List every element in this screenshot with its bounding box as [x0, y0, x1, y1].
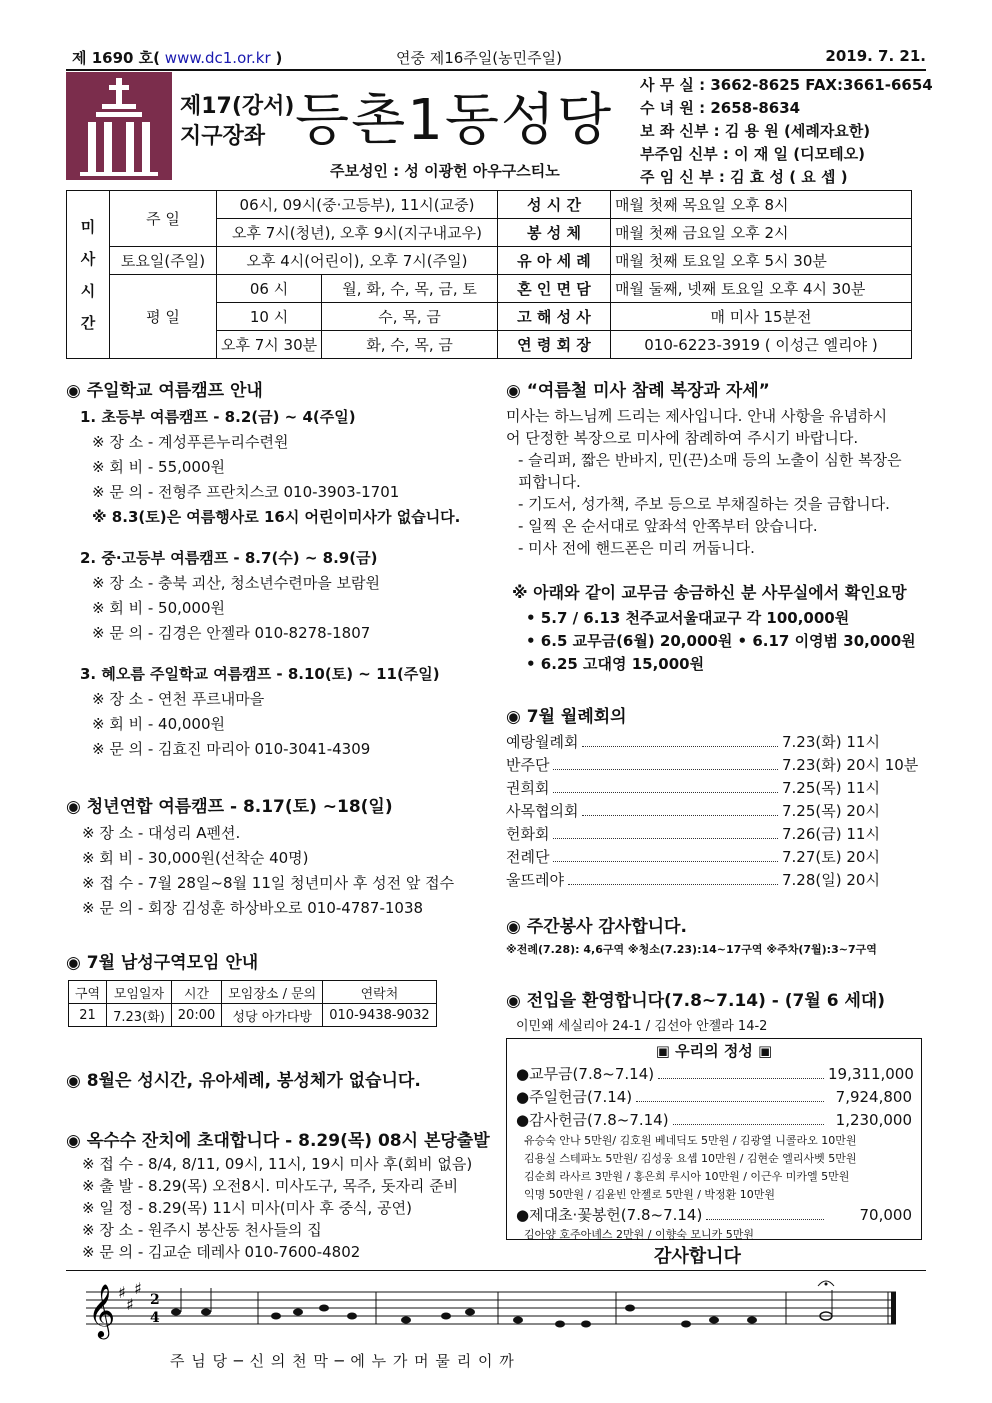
table-header: 모임일자 [107, 981, 172, 1004]
corn-party-section [66, 1126, 496, 1263]
donor-line: 익명 50만원 / 김윤빈 안젤로 5만원 / 박정환 10만원 [524, 1188, 776, 1201]
remittance-item: • 6.25 고대영 15,000원 [526, 655, 705, 673]
music-notation-icon [66, 1276, 926, 1346]
camp-detail: ※ 문 의 - 김경은 안젤라 010-8278-1807 [92, 624, 371, 642]
mens-group-table [68, 980, 437, 1027]
camp-heading: 1. 초등부 여름캠프 - 8.2(금) ~ 4(주일) [80, 408, 356, 426]
weekday-label: 평 일 [110, 275, 217, 359]
church-building-icon [66, 72, 172, 180]
saturday-times: 오후 4시(어린이), 오후 7시(주일) [217, 247, 498, 275]
svg-text:♯: ♯ [126, 1295, 134, 1314]
office-contact: 사 무 실 : 3662-8625 FAX:3661-6654 [640, 76, 933, 94]
schedule-value: 매월 첫째 목요일 오후 8시 [611, 191, 912, 219]
offering-row: ●제대초·꽃봉헌(7.8~7.14) 70,000 [516, 1206, 912, 1224]
dress-intro: 미사는 하느님께 드리는 제사입니다. 안내 사항을 유념하시 [506, 407, 888, 425]
schedule-key: 성 시 간 [498, 191, 611, 219]
remittance-item: • 6.5 교무금(6월) 20,000원 • 6.17 이영범 30,000원 [526, 632, 916, 650]
section-title: ◉ 주일학교 여름캠프 안내 [66, 381, 263, 401]
svg-text:♯: ♯ [134, 1279, 142, 1298]
mens-group-title: ◉ 7월 남성구역모임 안내 [66, 953, 259, 973]
section-title: ◉ 전입을 환영합니다(7.8~7.14) - (7월 6 세대) [506, 991, 886, 1011]
schedule-value: 010-6223-3919 ( 이성근 엘리야 ) [611, 331, 912, 359]
camp-detail: ※ 문 의 - 김효진 마리아 010-3041-4309 [92, 740, 371, 758]
meeting-row: 권희회 7.25(목) 11시 [506, 779, 880, 797]
table-cell: 010-9438-9032 [323, 1004, 436, 1027]
monthly-meetings-section [506, 702, 920, 892]
schedule-value: 매월 둘째, 넷째 토요일 오후 4시 30분 [611, 275, 912, 303]
music-staff [66, 1276, 926, 1346]
donor-line: 유승숙 안나 5만원/ 김호원 베네딕도 5만원 / 김광열 니콜라오 10만원 [524, 1134, 857, 1147]
pastor: 주 임 신 부 : 김 효 성 ( 요 셉 ) [640, 168, 848, 186]
welcome-line: 이민왜 세실리아 24-1 / 김선아 안젤라 14-2 [516, 1019, 768, 1034]
section-title: ◉ 옥수수 잔치에 초대합니다 - 8.29(목) 08시 본당출발 [66, 1131, 490, 1151]
sunday-times-2: 오후 7시(청년), 오후 9시(지구내교우) [217, 219, 498, 247]
convent-contact: 수 녀 원 : 2658-8634 [640, 99, 801, 117]
offerings-title: ▣ 우리의 정성 ▣ [655, 1042, 773, 1060]
camp-detail: ※ 장 소 - 연천 푸르내마을 [92, 690, 265, 708]
music-rule [66, 1270, 926, 1271]
table-cell: 성당 아가다방 [222, 1004, 323, 1027]
dress-rule: - 슬리퍼, 짧은 반바지, 민(끈)소매 등의 노출이 심한 복장은 [518, 451, 902, 469]
camp-detail: ※ 문 의 - 전형주 프란치스코 010-3903-1701 [92, 483, 400, 501]
table-cell: 20:00 [171, 1004, 221, 1027]
dress-intro: 어 단정한 복장으로 미사에 참례하여 주시기 바랍니다. [506, 429, 859, 447]
youth-camp-detail: ※ 접 수 - 7월 28일~8월 11일 청년미사 후 성전 앞 접수 [82, 874, 455, 892]
welcome-section [506, 986, 922, 1034]
offering-row: ●교무금(7.8~7.14) 19,311,000 [516, 1065, 914, 1083]
svg-text:𝄞: 𝄞 [88, 1283, 116, 1337]
remittance-item: • 5.7 / 6.13 천주교서울대교구 각 100,000원 [526, 609, 850, 627]
dress-rule: - 일찍 온 순서대로 앞좌석 안쪽부터 앉습니다. [518, 517, 818, 535]
time-signature-top: 2 [150, 1292, 160, 1308]
youth-camp-detail: ※ 장 소 - 대성리 A펜션. [82, 824, 241, 842]
meeting-row: 헌화회 7.26(금) 11시 [506, 825, 880, 843]
schedule-key: 고 해 성 사 [498, 303, 611, 331]
section-title: ◉ 7월 월례회의 [506, 707, 627, 727]
youth-camp-detail: ※ 회 비 - 30,000원(선착순 40명) [82, 849, 309, 867]
church-name: 등촌1동성당 [295, 88, 614, 153]
youth-camp-section [66, 792, 496, 921]
contact-list [640, 74, 933, 189]
remittance-title: ※ 아래와 같이 교무금 송금하신 분 사무실에서 확인요망 [512, 583, 907, 602]
camp-detail: ※ 장 소 - 계성푸른누리수련원 [92, 433, 289, 451]
corn-party-detail: ※ 장 소 - 원주시 봉산동 천사들의 집 [82, 1221, 322, 1239]
weekday-days: 화, 수, 목, 금 [322, 331, 498, 359]
weekday-days: 수, 목, 금 [322, 303, 498, 331]
schedule-value: 매 미사 15분전 [611, 303, 912, 331]
time-signature-bottom: 4 [150, 1310, 160, 1326]
schedule-value: 매월 첫째 금요일 오후 2시 [611, 219, 912, 247]
meeting-row: 전례단 7.27(토) 20시 [506, 848, 880, 866]
schedule-key: 유 아 세 례 [498, 247, 611, 275]
donor-line: 김아양 호주아녜스 2만원 / 이향숙 모니카 5만원 [524, 1228, 754, 1241]
camp-detail: ※ 회 비 - 40,000원 [92, 715, 226, 733]
weekday-time: 오후 7시 30분 [217, 331, 322, 359]
meeting-row: 울뜨레야 7.28(일) 20시 [506, 871, 880, 889]
assistant-priest: 보 좌 신부 : 김 용 원 (세례자요한) [640, 122, 871, 140]
section-title: ◉ “여름철 미사 참례 복장과 자세” [506, 381, 770, 401]
dress-rule: 피합니다. [518, 473, 581, 491]
church-logo [66, 72, 172, 180]
mass-schedule-table [66, 190, 912, 359]
august-notice: ◉ 8월은 성시간, 유아세례, 봉성체가 없습니다. [66, 1071, 421, 1091]
camp-notice: ※ 8.3(토)은 여름행사로 16시 어린이미사가 없습니다. [92, 508, 461, 526]
service-section [506, 912, 922, 957]
service-line: ※전례(7.28): 4,6구역 ※청소(7.23):14~17구역 ※주차(7월):3~7구역 [506, 943, 877, 956]
corn-party-detail: ※ 문 의 - 김교순 데레사 010-7600-4802 [82, 1243, 361, 1261]
schedule-key: 혼 인 면 담 [498, 275, 611, 303]
meeting-row: 예랑월례회 7.23(화) 11시 [506, 733, 880, 751]
dress-rule: - 미사 전에 핸드폰은 미리 꺼둡니다. [518, 539, 755, 557]
corn-party-detail: ※ 일 정 - 8.29(목) 11시 미사(미사 후 중식, 공연) [82, 1199, 412, 1217]
dress-rule: - 기도서, 성가책, 주보 등으로 부채질하는 것을 금합니다. [518, 495, 890, 513]
liturgical-week: 연중 제16주일(농민주일) [396, 49, 562, 67]
weekday-days: 월, 화, 수, 목, 금, 토 [322, 275, 498, 303]
vicariate-label: 제17(강서) 지구장좌 [180, 94, 295, 149]
camp-heading: 3. 혜오름 주일학교 여름캠프 - 8.10(토) ~ 11(주일) [80, 665, 440, 683]
offerings-section [506, 1040, 922, 1242]
schedule-key: 연 령 회 장 [498, 331, 611, 359]
table-header: 구역 [69, 981, 107, 1004]
dress-code-section [506, 376, 922, 559]
section-title: ◉ 청년연합 여름캠프 - 8.17(토) ~18(일) [66, 797, 393, 817]
sunday-times-1: 06시, 09시(중·고등부), 11시(교중) [217, 191, 498, 219]
summer-camp-section [66, 376, 496, 762]
donor-line: 김순희 라사르 3만원 / 홍은희 루시아 10만원 / 이근우 미카엘 5만원 [524, 1170, 850, 1183]
issue-number: 제 1690 호( www.dc1.or.kr ) [72, 49, 283, 67]
issue-header [66, 47, 926, 67]
meeting-row: 반주단 7.23(화) 20시 10분 [506, 756, 919, 774]
table-cell: 7.23(화) [107, 1004, 172, 1027]
camp-heading: 2. 중·고등부 여름캠프 - 8.7(수) ~ 8.9(금) [80, 549, 378, 567]
thanks-text: 감사합니다 [654, 1246, 741, 1267]
schedule-value: 매월 첫째 토요일 오후 5시 30분 [611, 247, 912, 275]
table-header: 모임장소 / 문의 [222, 981, 323, 1004]
corn-party-detail: ※ 접 수 - 8/4, 8/11, 09시, 11시, 19시 미사 후(회비 없음) [82, 1155, 473, 1173]
section-title: ◉ 주간봉사 감사합니다. [506, 917, 687, 937]
table-cell: 21 [69, 1004, 107, 1027]
schedule-key: 봉 성 체 [498, 219, 611, 247]
donor-line: 김용실 스테파노 5만원/ 김성웅 요셉 10만원 / 김현순 엘리사벳 5만원 [524, 1152, 857, 1165]
offering-row: ●주일헌금(7.14) 7,924,800 [516, 1088, 912, 1106]
table-header: 시간 [171, 981, 221, 1004]
youth-camp-detail: ※ 문 의 - 회장 김성훈 하상바오로 010-4787-1038 [82, 899, 424, 917]
header-rule [66, 69, 926, 71]
issue-date: 2019. 7. 21. [825, 47, 926, 65]
patron-saint: 주보성인 : 성 이광헌 아우구스티노 [330, 162, 560, 180]
offering-row: ●감사헌금(7.8~7.14) 1,230,000 [516, 1111, 912, 1129]
hymn-lyrics: 주 님 당 ─ 신 의 천 막 ─ 에 누 가 머 물 리 이 까 [170, 1352, 515, 1370]
table-header: 연락처 [323, 981, 436, 1004]
svg-text:♯: ♯ [118, 1283, 126, 1302]
saturday-label: 토요일(주일) [110, 247, 217, 275]
vice-pastor: 부주임 신부 : 이 재 일 (디모테오) [640, 145, 865, 163]
sunday-label: 주 일 [110, 191, 217, 247]
camp-detail: ※ 회 비 - 55,000원 [92, 458, 226, 476]
mass-time-label: 미 사 시 간 [67, 191, 110, 359]
camp-detail: ※ 장 소 - 충북 괴산, 청소년수련마을 보람원 [92, 574, 380, 592]
remittance-section [512, 580, 922, 676]
camp-detail: ※ 회 비 - 50,000원 [92, 599, 226, 617]
weekday-time: 06 시 [217, 275, 322, 303]
corn-party-detail: ※ 출 발 - 8.29(목) 오전8시. 미사도구, 목주, 돗자리 준비 [82, 1177, 459, 1195]
website-link[interactable]: www.dc1.or.kr [160, 49, 276, 67]
meeting-row: 사목협의회 7.25(목) 20시 [506, 802, 880, 820]
weekday-time: 10 시 [217, 303, 322, 331]
